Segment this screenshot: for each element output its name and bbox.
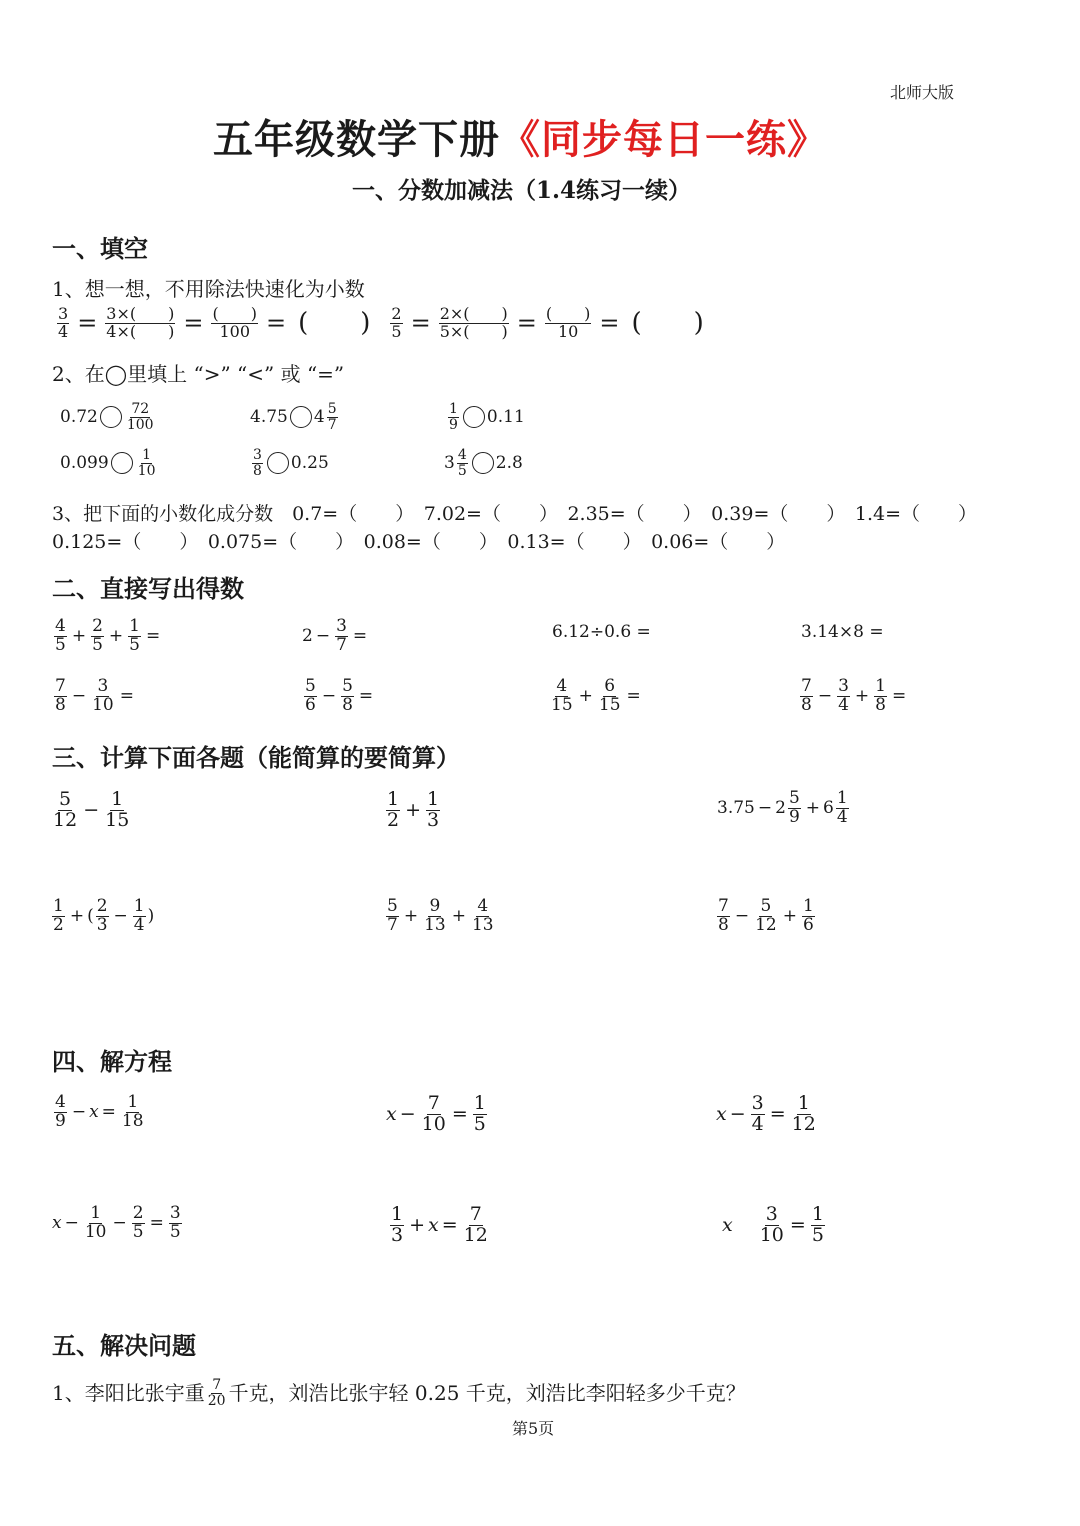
fraction: $\frac{2}{5}$ bbox=[391, 304, 402, 341]
compare-circle[interactable] bbox=[100, 406, 122, 428]
compare-circle[interactable] bbox=[472, 452, 494, 474]
fraction: $\frac{3\times( )}{4\times( )}$ bbox=[106, 304, 175, 341]
compare-item: $\frac{1}{9}$ 0.11 bbox=[449, 401, 525, 433]
page-title bbox=[213, 108, 828, 165]
compare-circle[interactable] bbox=[267, 452, 289, 474]
calc-problem: $\frac{5}{12}$ − $\frac{1}{15}$ bbox=[53, 788, 130, 831]
direct-problem: 3.14×8 = bbox=[801, 622, 884, 642]
section-calc-title: 三、计算下面各题（能简算的要简算） bbox=[52, 743, 460, 772]
compare-item: 3 $\frac{4}{5}$ 2.8 bbox=[444, 447, 523, 479]
calc-problem: $\frac{1}{2}$ + $\frac{1}{3}$ bbox=[387, 788, 440, 831]
fraction: $\frac{3}{4}$ bbox=[58, 304, 69, 341]
question-3: 3、把下面的小数化成分数 0.7=（ ） 7.02=（ ） 2.35=（ ） 0.39=（ ） 1.4=（ ） bbox=[52, 503, 978, 525]
question-2: 2、在◯里填上 “>” “<” 或 “=” bbox=[52, 362, 345, 386]
direct-problem: $\frac{4}{5}$ + $\frac{2}{5}$ + $\frac{1}{5}$ = bbox=[55, 616, 161, 655]
decimal-conversion-row: $\frac{3}{4}$ = $\frac{3\times( )}{4\times( )}$ = $\frac{( )}{100}$ = ( ) $\frac{2}{5}$ = $\frac{2\times( )}{5\times( )}$ = $\frac{( )}{10}$ = ( ) bbox=[58, 304, 704, 341]
word-problem: 1、李阳比张宇重 $\frac{7}{20}$ 千克，刘浩比张宇轻 0.25 千克，刘浩比李阳轻多少千克？ bbox=[52, 1377, 746, 1409]
direct-problem: 6.12÷0.6 = bbox=[552, 622, 651, 642]
section-direct-title: 二、直接写出得数 bbox=[52, 574, 244, 603]
calc-problem: $\frac{7}{8}$ − $\frac{5}{12}$ + $\frac{1}{6}$ bbox=[718, 896, 814, 935]
edition-label: 北师大版 bbox=[890, 83, 955, 102]
equation: x − $\frac{3}{4}$ = $\frac{1}{12}$ bbox=[716, 1092, 816, 1135]
question-1: 1、想一想，不用除法快速化为小数 bbox=[52, 277, 365, 301]
section-equations-title: 四、解方程 bbox=[52, 1047, 172, 1076]
section-fill-title: 一、填空 bbox=[52, 234, 148, 263]
direct-problem: $\frac{5}{6}$ − $\frac{5}{8}$ = bbox=[305, 676, 374, 715]
calc-problem: $\frac{5}{7}$ + $\frac{9}{13}$ + $\frac{4}{13}$ bbox=[387, 896, 494, 935]
answer-blank[interactable]: ( ) bbox=[631, 308, 704, 339]
compare-item: 4.75 4 $\frac{5}{7}$ bbox=[250, 401, 337, 433]
direct-problem: $\frac{7}{8}$ − $\frac{3}{10}$ = bbox=[55, 676, 134, 715]
question-3-continued: 0.125=（ ） 0.075=（ ） 0.08=（ ） 0.13=（ ） 0.06=（ ） bbox=[52, 531, 786, 553]
equation: $\frac{4}{9}$ − x = $\frac{1}{18}$ bbox=[55, 1092, 144, 1131]
calc-problem: $\frac{1}{2}$ + ( $\frac{2}{3}$ − $\frac{1}{4}$ ) bbox=[53, 896, 155, 935]
compare-circle[interactable] bbox=[111, 452, 133, 474]
calc-problem: 3.75 − 2 $\frac{5}{9}$ + 6 $\frac{1}{4}$ bbox=[717, 788, 848, 827]
title-black: 五年级数学下册 bbox=[213, 116, 500, 163]
direct-problem: $\frac{7}{8}$ − $\frac{3}{4}$ + $\frac{1}{8}$ = bbox=[801, 676, 907, 715]
equation: $\frac{1}{3}$ + x = $\frac{7}{12}$ bbox=[391, 1203, 488, 1246]
fraction: $\frac{( )}{100}$ bbox=[212, 304, 257, 341]
equation: x $\frac{3}{10}$ = $\frac{1}{5}$ bbox=[722, 1203, 824, 1246]
page-subtitle: 一、分数加减法（1.4练习一续） bbox=[352, 177, 692, 204]
answer-blank[interactable]: ( ) bbox=[298, 308, 371, 339]
direct-problem: 2 − $\frac{3}{7}$ = bbox=[302, 616, 368, 655]
fraction: $\frac{2\times( )}{5\times( )}$ bbox=[439, 304, 508, 341]
equation: x − $\frac{7}{10}$ = $\frac{1}{5}$ bbox=[386, 1092, 486, 1135]
fraction: $\frac{( )}{10}$ bbox=[545, 304, 591, 341]
title-red: 《同步每日一练》 bbox=[500, 116, 828, 163]
compare-circle[interactable] bbox=[463, 406, 485, 428]
compare-item: 0.72 $\frac{72}{100}$ bbox=[60, 401, 154, 433]
direct-problem: $\frac{4}{15}$ + $\frac{6}{15}$ = bbox=[551, 676, 641, 715]
compare-circle[interactable] bbox=[290, 406, 312, 428]
compare-item: 0.099 $\frac{1}{10}$ bbox=[60, 447, 156, 479]
section-problem-title: 五、解决问题 bbox=[52, 1331, 196, 1360]
compare-item: $\frac{3}{8}$ 0.25 bbox=[253, 447, 329, 479]
page-number: 第5页 bbox=[512, 1419, 555, 1438]
equation: x − $\frac{1}{10}$ − $\frac{2}{5}$ = $\frac{3}{5}$ bbox=[52, 1203, 181, 1242]
